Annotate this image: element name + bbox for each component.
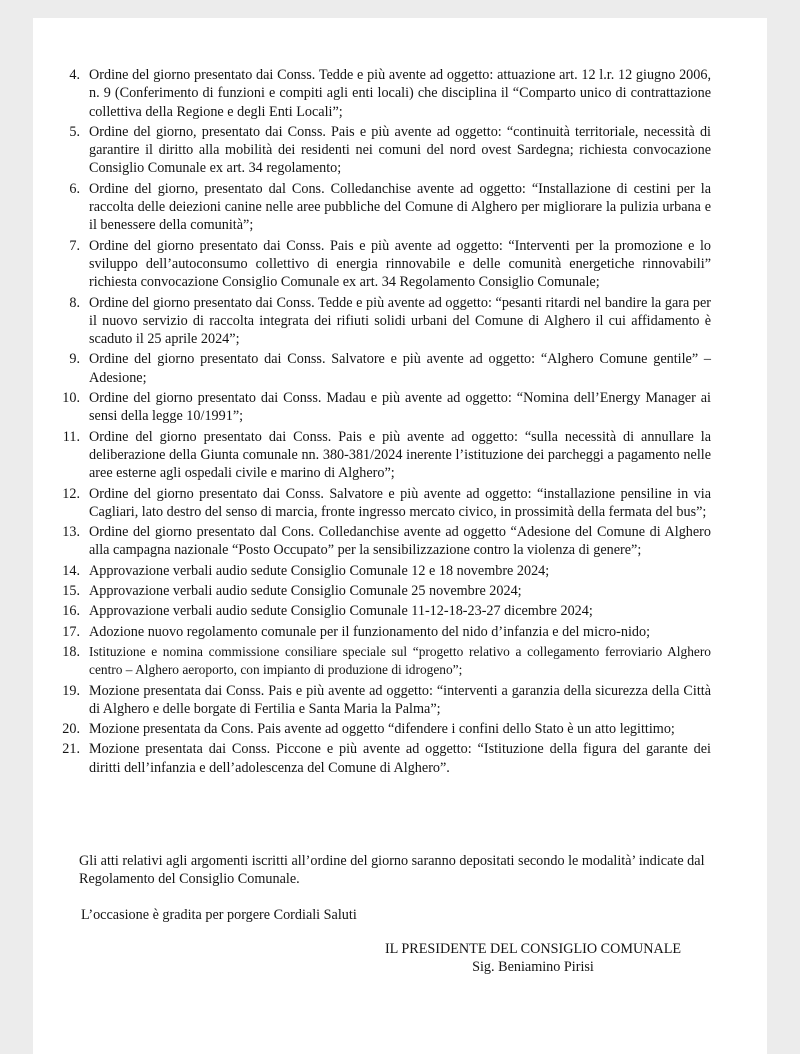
signature-block xyxy=(363,940,703,977)
agenda-item-text: Ordine del giorno presentato dai Conss. Tedde e più avente ad oggetto: “pesanti ritardi nel bandire la gara per il nuovo servizio di raccolta integrata dei rifiuti solidi urbani del Comune di Alghero il cui affidamento è scaduto il 25 aprile 2024”; xyxy=(89,294,711,348)
agenda-item-text: Mozione presentata dai Conss. Piccone e più avente ad oggetto: “Istituzione della figura del garante dei diritti dell’infanzia e dell’adolescenza del Comune di Alghero”. xyxy=(89,741,711,776)
agenda-item-text: Mozione presentata dai Conss. Pais e più avente ad oggetto: “interventi a garanzia della sicurezza della Città di Alghero e delle borgate di Fertilia e Santa Maria la Palma”; xyxy=(89,682,711,717)
agenda-item-text: Ordine del giorno presentato dai Conss. Tedde e più avente ad oggetto: attuazione art. 12 l.r. 12 giugno 2006, n. 9 (Conferimento di funzioni e compiti agli enti locali) che disciplina il “Comparto unico di contrattazione collettiva della Regione e degli Enti Locali”; xyxy=(89,67,711,120)
agenda-item xyxy=(33,180,767,235)
closing-notice: Gli atti relativi agli argomenti iscritti all’ordine del giorno saranno depositati secondo le modalità’ indicate dal Regolamento del Consiglio Comunale. xyxy=(79,853,705,888)
agenda-item-number: 5. xyxy=(69,123,80,140)
agenda-item-number: 20. xyxy=(62,721,80,738)
agenda-item-text: Ordine del giorno presentato dai Conss. Pais e più avente ad oggetto: “Interventi per la promozione e lo sviluppo dell’autoconsumo collettivo di energia rinnovabile e delle comunità energetiche rinnovabili” richiesta convocazione Consiglio Comunale ex art. 34 Regolamento Consiglio Comunale; xyxy=(89,237,711,291)
agenda-list xyxy=(33,66,767,779)
agenda-item-number: 6. xyxy=(69,180,80,197)
agenda-item-text: Ordine del giorno presentato dai Conss. Madau e più avente ad oggetto: “Nomina dell’Energy Manager ai sensi della legge 10/1991”; xyxy=(89,390,711,425)
agenda-item xyxy=(33,350,767,387)
agenda-item-text: Adozione nuovo regolamento comunale per il funzionamento del nido d’infanzia e del micro-nido; xyxy=(89,623,651,640)
agenda-item xyxy=(33,389,767,426)
agenda-item-text: Ordine del giorno presentato dai Conss. Salvatore e più avente ad oggetto: “Alghero Comune gentile” – Adesione; xyxy=(89,351,711,386)
agenda-item-number: 7. xyxy=(69,237,80,254)
agenda-item xyxy=(33,602,767,620)
agenda-item xyxy=(33,294,767,349)
agenda-item-number: 4. xyxy=(69,67,80,83)
agenda-item-number: 19. xyxy=(62,682,80,699)
agenda-item xyxy=(33,643,767,680)
signature-name: Sig. Beniamino Pirisi xyxy=(472,959,594,976)
agenda-item-number: 18. xyxy=(62,643,80,660)
agenda-item-text: Ordine del giorno presentato dal Cons. Colledanchise avente ad oggetto “Adesione del Comune di Alghero alla campagna nazionale “Posto Occupato” per la sensibilizzazione contro la violenza di genere”; xyxy=(89,524,711,559)
agenda-item xyxy=(33,623,767,641)
agenda-item-number: 8. xyxy=(69,294,80,311)
agenda-item-text: Approvazione verbali audio sedute Consiglio Comunale 11-12-18-23-27 dicembre 2024; xyxy=(89,603,593,620)
agenda-item-number: 11. xyxy=(62,428,80,445)
agenda-item-text: Ordine del giorno, presentato dal Cons. Colledanchise avente ad oggetto: “Installazione di cestini per la raccolta delle deiezioni canine nelle aree pubbliche del Comune di Alghero per migliorare la pulizia urbana e il benessere della comunità”; xyxy=(89,180,711,234)
agenda-item xyxy=(33,237,767,292)
agenda-item xyxy=(33,562,767,580)
agenda-item-number: 14. xyxy=(62,562,80,579)
document-page xyxy=(33,18,767,1054)
agenda-item-text: Ordine del giorno, presentato dai Conss. Pais e più avente ad oggetto: “continuità territoriale, necessità di garantire il diritto alla mobilità dei residenti nei comuni del nord ovest Sardegna; richiesta convocazione Consiglio Comunale ex art. 34 regolamento; xyxy=(89,123,711,177)
agenda-item-text: Ordine del giorno presentato dai Conss. Pais e più avente ad oggetto: “sulla necessità di annullare la deliberazione della Giunta comunale nn. 380-381/2024 inerente l’istituzione dei parcheggi a pagamento nelle aree esterne agli ospedali civile e marino di Alghero”; xyxy=(89,428,711,482)
agenda-item-text: Approvazione verbali audio sedute Consiglio Comunale 12 e 18 novembre 2024; xyxy=(89,562,550,579)
agenda-item-number: 9. xyxy=(69,351,80,368)
signature-title: IL PRESIDENTE DEL CONSIGLIO COMUNALE xyxy=(384,941,682,957)
agenda-item-text: Approvazione verbali audio sedute Consiglio Comunale 25 novembre 2024; xyxy=(89,583,522,600)
agenda-item xyxy=(33,582,767,600)
agenda-item-number: 15. xyxy=(62,583,80,600)
agenda-item xyxy=(33,66,767,121)
agenda-item-number: 13. xyxy=(62,524,80,541)
agenda-item-text: Ordine del giorno presentato dai Conss. Salvatore e più avente ad oggetto: “installazione pensiline in via Cagliari, lato destro del senso di marcia, fronte ingresso mercato civico, in prossimità della fermata del bus”; xyxy=(89,485,711,520)
agenda-item-number: 16. xyxy=(62,603,80,620)
agenda-item-text: Mozione presentata da Cons. Pais avente ad oggetto “difendere i confini dello Stato è un atto legittimo; xyxy=(89,721,675,738)
agenda-item xyxy=(33,123,767,178)
agenda-item xyxy=(33,485,767,522)
agenda-item-number: 10. xyxy=(62,390,80,407)
closing-greeting: L’occasione è gradita per porgere Cordiali Saluti xyxy=(81,907,357,923)
agenda-item xyxy=(33,682,767,719)
agenda-item-number: 12. xyxy=(62,485,80,502)
agenda-item-number: 17. xyxy=(62,623,80,640)
agenda-item-text: Istituzione e nomina commissione consiliare speciale sul “progetto relativo a collegamento ferroviario Alghero centro – Alghero aeroporto, con impianto di produzione di idrogeno”; xyxy=(89,643,711,678)
agenda-item xyxy=(33,720,767,738)
agenda-item-number: 21. xyxy=(62,741,80,758)
agenda-item xyxy=(33,523,767,560)
agenda-item xyxy=(33,428,767,483)
agenda-item xyxy=(33,740,767,777)
